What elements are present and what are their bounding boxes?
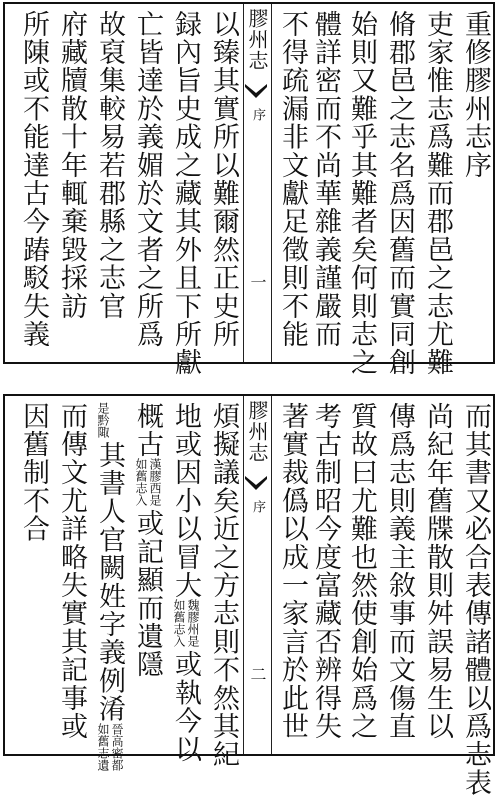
note-line: 是黔陬: [96, 402, 110, 438]
column-text: 或執今以: [170, 650, 201, 764]
book-title: 膠州志: [245, 8, 269, 71]
text-column: 脩郡邑之志名爲因舊而實同創: [384, 10, 415, 377]
text-column: 不得疏漏非文獻足徵則不能: [277, 10, 308, 349]
text-column: 亡皆達於義媚於文者之所爲: [132, 10, 163, 349]
note-line: 如舊志入: [172, 599, 186, 648]
text-column: 始則又難乎其難者矣何則志之: [346, 10, 377, 377]
page-number: 一: [248, 274, 267, 290]
page-top: [3, 2, 495, 377]
column-text: 其書人官闕姓字義例淆: [94, 441, 125, 723]
text-column: 以臻其實所以難爾然正史所: [208, 10, 239, 349]
column-rule: [243, 396, 244, 754]
book-title: 膠州志: [245, 400, 269, 463]
text-column: 故裒集較易若郡縣之志官: [94, 10, 125, 321]
fish-tail-mark-icon: [245, 84, 267, 98]
text-column: 體詳密而不尚華雜義謹嚴而: [310, 10, 341, 349]
text-column: [56, 402, 86, 746]
text-column: [132, 402, 162, 746]
text-column: [18, 402, 48, 746]
column-text: 概古: [132, 402, 163, 459]
interlinear-note: [96, 402, 124, 441]
column-text: 地或因小以冒大: [170, 402, 201, 600]
text-column: 尚紀年舊牒散則舛誤易生以: [422, 402, 453, 741]
text-column: 著實裁僞以成一家言於此世: [277, 402, 308, 741]
text-column: 考古制昭今度富藏否辨得失: [310, 402, 341, 741]
column-text: 煩擬議矣近之方志則不然其紀: [208, 402, 239, 769]
column-rule: [243, 4, 244, 362]
note-line: 魏膠州是: [186, 599, 200, 648]
interlinear-note: [172, 599, 200, 650]
text-column: [170, 402, 201, 764]
page-bottom: [3, 394, 495, 797]
section-label: 序: [250, 108, 265, 121]
note-line: 漢膠西是: [148, 458, 162, 507]
interlinear-note: [96, 723, 124, 774]
center-margin: [243, 4, 271, 362]
text-column: [208, 402, 239, 769]
text-column: 所陳或不能達古今踳駁失義: [18, 10, 49, 349]
column-text: 因舊制不合: [18, 402, 49, 543]
center-margin: [243, 396, 271, 754]
text-column: 質故曰尤難也然使創始爲之: [346, 402, 377, 741]
text-column: [94, 402, 125, 771]
note-line: 如舊志入: [134, 458, 148, 507]
column-text: 而傳文尤詳略失實其記事或: [56, 402, 87, 741]
text-column: 録內旨史成之藏其外且下所獻: [170, 10, 201, 377]
column-text: 或記顯而遺隱: [132, 509, 163, 679]
note-line: 晉高密都: [110, 723, 124, 771]
fish-tail-mark-icon: [245, 476, 267, 490]
page-number: 二: [248, 666, 267, 682]
text-column: 重修膠州志序: [460, 10, 491, 180]
text-column: 吏家惟志爲難而郡邑之志尤難: [422, 10, 453, 377]
interlinear-note: [134, 458, 162, 509]
column-rule: [271, 396, 272, 754]
note-line: 如舊志遺: [96, 723, 110, 771]
text-column: 府藏牘散十年輒棄毀採訪: [56, 10, 87, 321]
text-column: 而其書又必合表傳諸體以爲志表: [460, 402, 491, 797]
text-column: 傳爲志則義主敘事而文傷直: [384, 402, 415, 741]
column-rule: [271, 4, 272, 362]
section-label: 序: [250, 500, 265, 513]
